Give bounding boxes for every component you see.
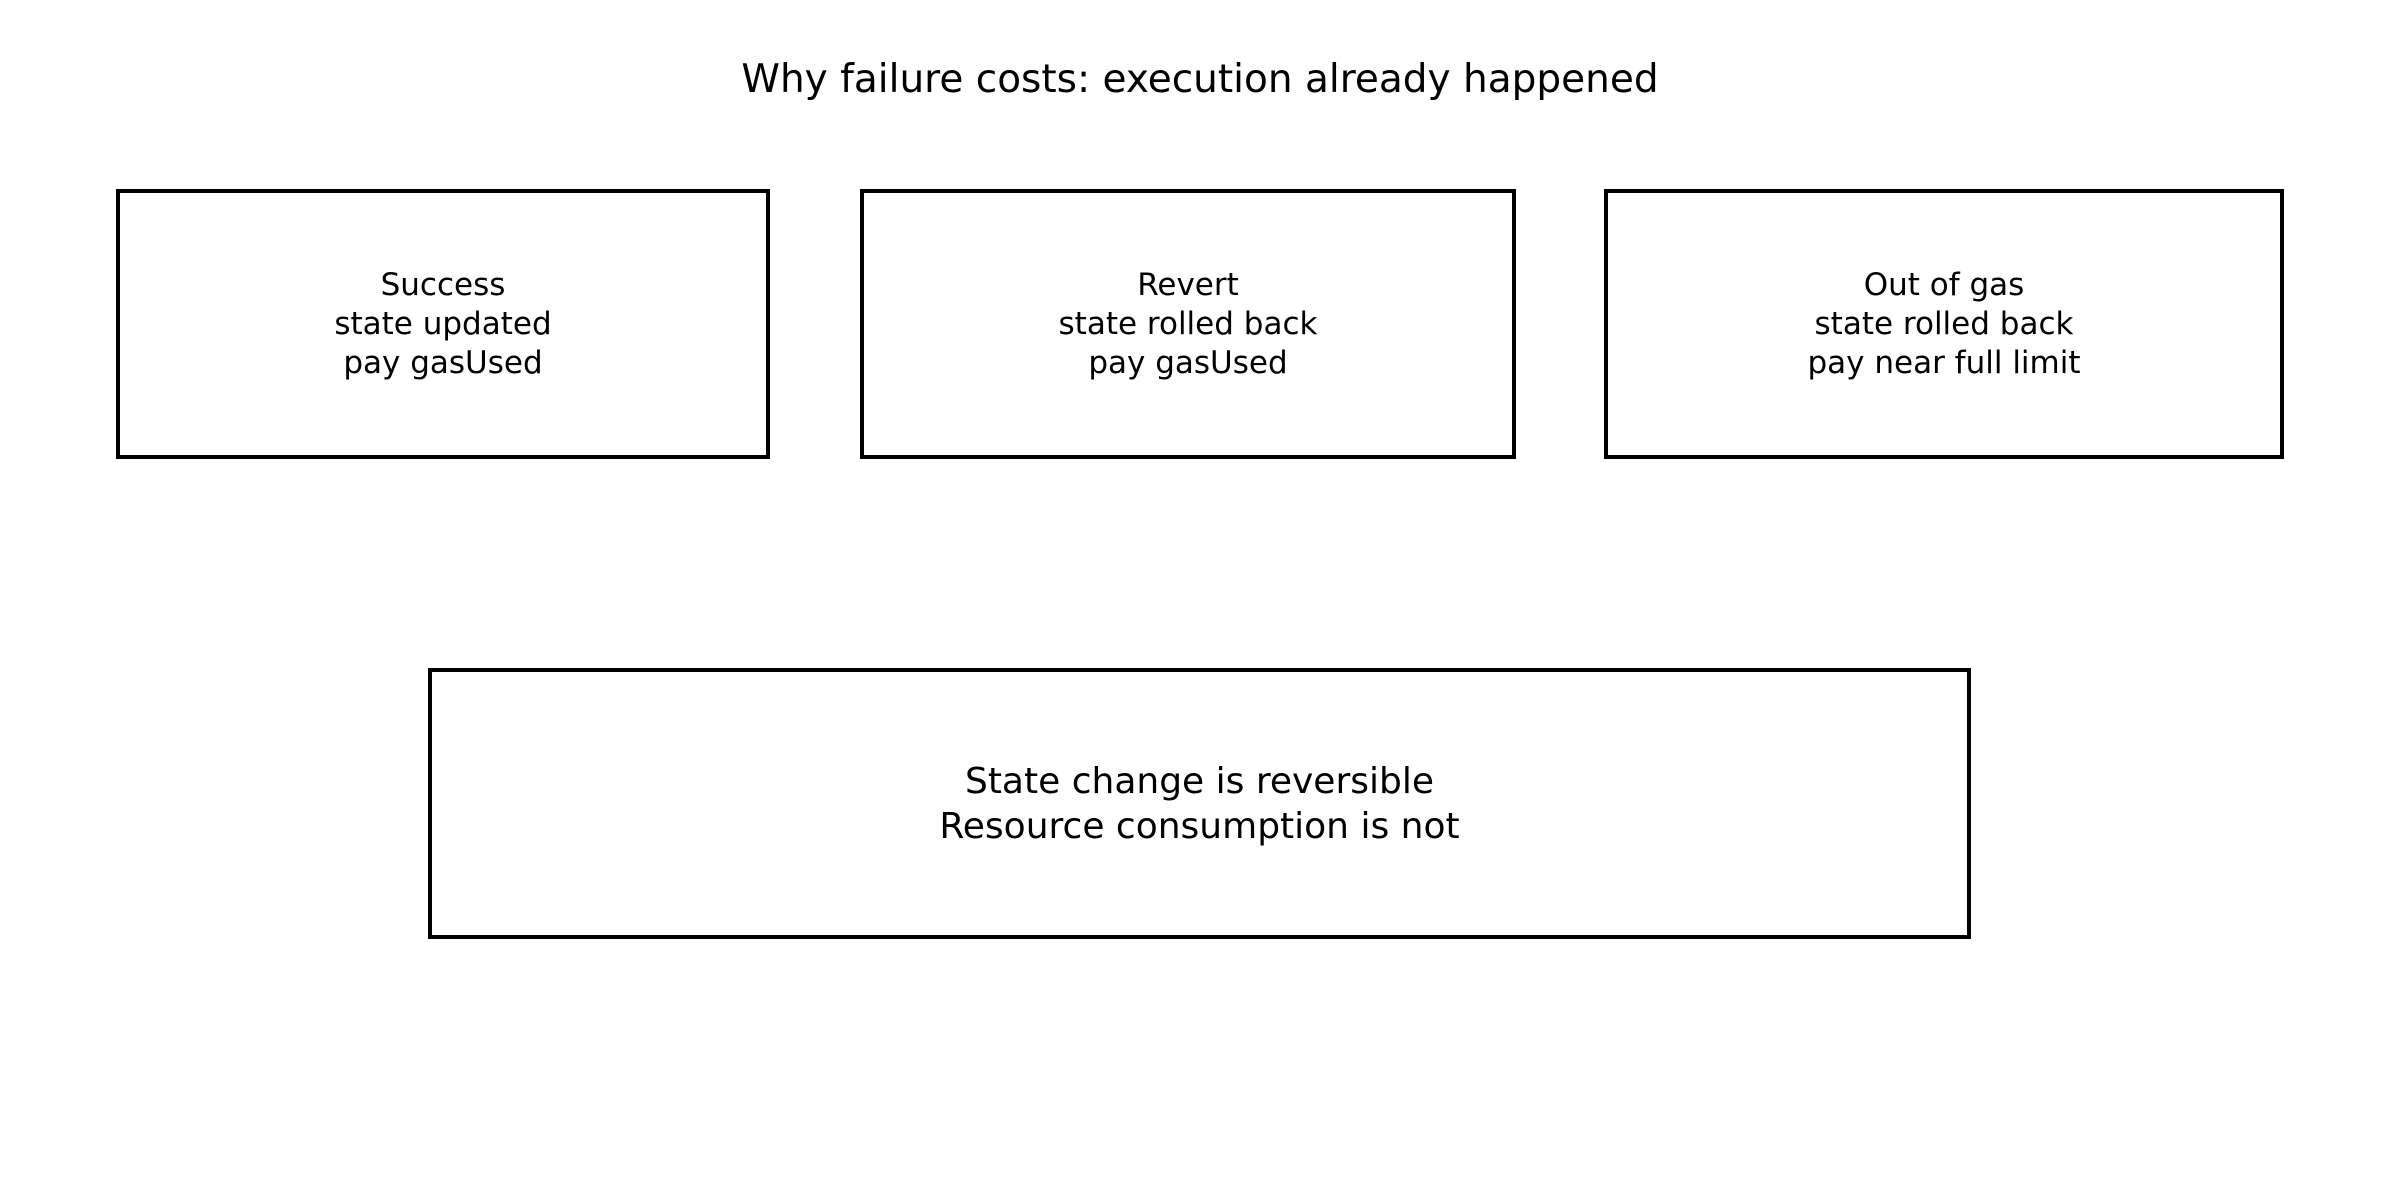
success-title-line: Success [380,266,506,303]
outofgas-state-line: state rolled back [1814,305,2074,342]
revert-state-line: state rolled back [1058,305,1318,342]
outcome-box-success [116,189,770,459]
outcome-box-out-of-gas [1604,189,2284,459]
success-cost-line: pay gasUsed [343,344,543,381]
success-state-line: state updated [334,305,552,342]
summary-box [428,668,1971,939]
diagram-title: Why failure costs: execution already happened [741,57,1659,102]
summary-line-consumption: Resource consumption is not [939,805,1460,847]
revert-cost-line: pay gasUsed [1088,344,1288,381]
outcome-box-revert [860,189,1516,459]
outofgas-title-line: Out of gas [1863,266,2025,303]
outofgas-cost-line: pay near full limit [1807,344,2081,381]
summary-line-reversible: State change is reversible [964,760,1435,802]
revert-title-line: Revert [1137,266,1239,303]
